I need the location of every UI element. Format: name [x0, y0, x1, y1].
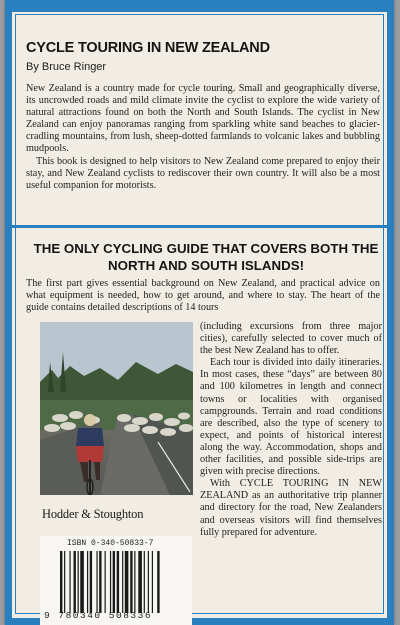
promo-headline: THE ONLY CYCLING GUIDE THAT COVERS BOTH THE NORTH AND SOUTH ISLANDS!: [33, 241, 379, 273]
blue-divider: [12, 225, 387, 228]
intro-paragraph-2: This book is designed to help visitors to New Zealand come prepared to enjoy their stay, and New Zealand cyclists to rediscover their own country. It will also be a most useful companion for motorists.: [26, 155, 380, 191]
book-title: CYCLE TOURING IN NEW ZEALAND: [26, 40, 270, 56]
body-paragraph-tours: (including excursions from three major cities), carefully selected to cover much of the best New Zealand has to offer.: [200, 321, 382, 357]
cyclist-sheep-photo: [40, 322, 193, 495]
barcode-digits: 9 780340 508336: [44, 610, 153, 621]
body-right-column: [200, 321, 382, 539]
isbn-number: ISBN 0-340-50833-7: [67, 539, 154, 548]
body-paragraph-intro: The first part gives essential background on New Zealand, and practical advice on what equipment is needed, how to get around, and where to stay. The heart of the guide contains detailed descriptions of 14 tours: [26, 278, 380, 314]
barcode-panel: [40, 536, 192, 625]
body-paragraph-itineraries: Each tour is divided into daily itineraries. In most cases, these “days” are between 80 and 100 kilometres in length and connect towns or localities with organised campgrounds. Terrain and road conditions are described, also the type of scenery to expect, and points of historical interest along the way. Accommodation, shops and other facilities, and possible side-trips are given with precise directions.: [200, 357, 382, 478]
book-author: By Bruce Ringer: [26, 61, 107, 73]
barcode-icon: [60, 551, 186, 613]
intro-text: [26, 83, 380, 192]
book-back-cover: [5, 0, 394, 625]
publisher-name: Hodder & Stoughton: [42, 507, 144, 521]
photo-illustration: [40, 322, 193, 495]
body-paragraph-conclusion: With CYCLE TOURING IN NEW ZEALAND as an authoritative trip planner and directory for the road, New Zealanders and overseas visitors will find themselves fully prepared for adventure.: [200, 478, 382, 538]
intro-paragraph-1: New Zealand is a country made for cycle touring. Small and geographically diverse, its uncrowded roads and mild climate invite the cyclist to explore the wide variety of natural attractions found on both the North and South Islands. The cyclist in New Zealand can enjoy panoramas ranging from sparkling white sand beaches to glacier-cradling mountains, from lush, sheep-dotted farmlands to volcanic lakes and bubbling mudpools.: [26, 83, 380, 155]
